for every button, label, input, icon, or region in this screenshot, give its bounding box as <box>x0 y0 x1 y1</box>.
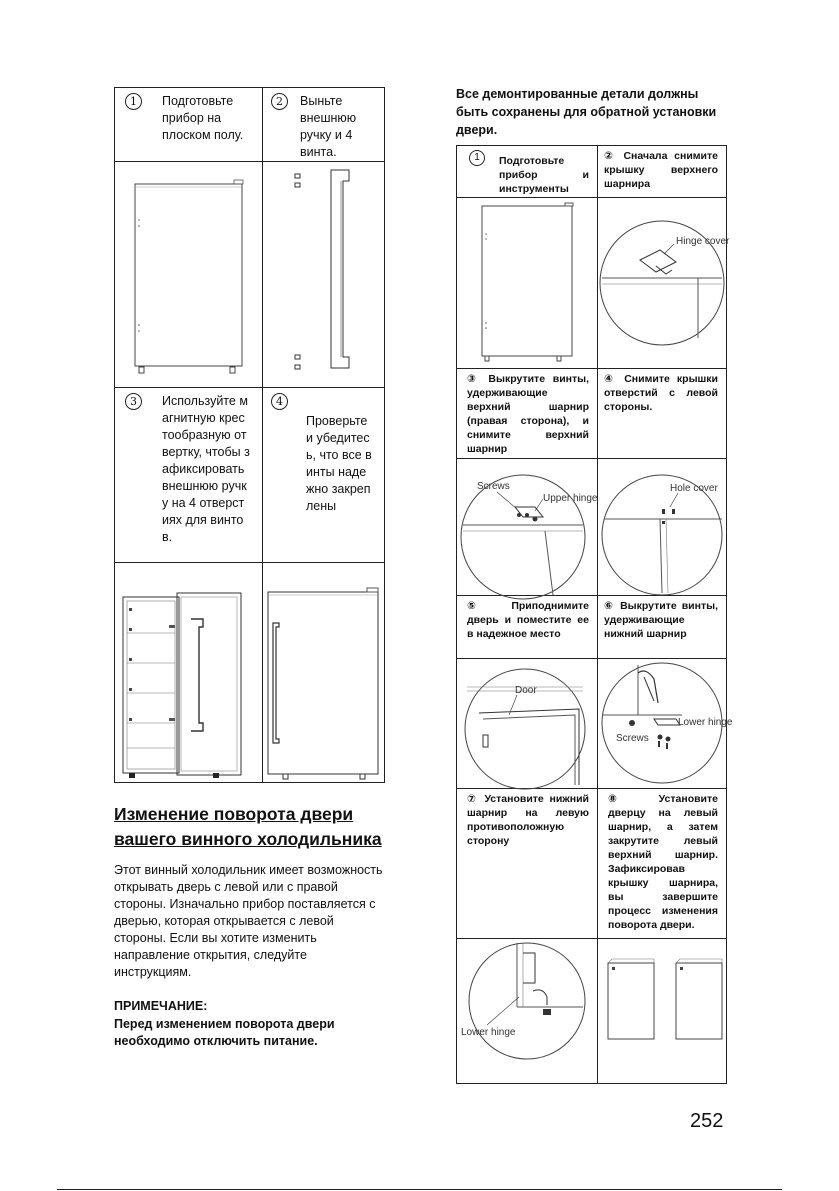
left-step-4-cell <box>263 388 385 563</box>
note-text: Перед изменением поворота двери необходимо отключить питание. <box>114 1017 335 1048</box>
left-step-4-image <box>263 563 385 783</box>
step-text: Установите дверцу на левый шарнир, а затем закрутите левый верхний шарнир. Зафиксировав крышку шарнира, вы завершите процесс изменения поворота двери. <box>608 793 718 931</box>
step-text: Подготовьте прибор на плоском полу. <box>162 94 244 142</box>
step-number: ⑥ <box>604 600 616 612</box>
step-text: Проверьте и убедитесь, что все винты надежно закреплены <box>306 414 372 513</box>
label-hinge-cover: Hinge cover <box>676 236 730 247</box>
section-title <box>114 802 382 852</box>
right-step-8-image <box>598 939 727 1084</box>
step-number: 3 <box>125 393 142 410</box>
step-text: Выньте внешнюю ручку и 4 винта. <box>300 94 357 159</box>
step-number: ④ <box>604 373 618 385</box>
right-step-7-image <box>457 939 598 1084</box>
fridge-front-illustration <box>115 162 261 386</box>
right-step-7-cell <box>457 789 598 939</box>
page-number: 252 <box>690 1110 724 1132</box>
section-title-line2: вашего винного холодильника <box>114 829 382 849</box>
footer-rule <box>57 1189 782 1190</box>
right-step-8-cell <box>598 789 727 939</box>
left-step-3-image <box>115 563 263 783</box>
right-step-1-image <box>457 198 598 369</box>
right-step-6-image <box>598 659 733 789</box>
left-step-2-cell <box>263 88 385 162</box>
upper-hinge-screws-illustration <box>457 459 597 594</box>
left-step-2-image <box>263 162 385 388</box>
fridge-front-small-illustration <box>457 198 597 367</box>
right-instruction-table <box>456 145 733 1084</box>
hole-cover-illustration <box>598 459 726 594</box>
right-step-1-cell <box>457 146 598 198</box>
step-number: 2 <box>271 93 288 110</box>
step-text: Снимите крышки отверстий с левой стороны. <box>604 373 719 413</box>
hinge-cover-illustration <box>598 198 730 367</box>
step-text: Подготовьте прибор и инструменты <box>499 155 589 195</box>
lift-door-illustration <box>457 659 597 787</box>
step-number: ⑧ <box>608 793 637 805</box>
step-text: Выкрутите винты, удерживающие нижний шарнир <box>604 600 719 640</box>
fridge-open-door-illustration <box>115 563 261 781</box>
label-hole-cover: Hole cover <box>670 483 718 494</box>
right-step-2-image <box>598 198 730 369</box>
label-lower-hinge-install: Lower hinge <box>461 1027 516 1038</box>
step-number: ⑦ <box>467 793 479 805</box>
step-number: 4 <box>271 393 288 410</box>
right-step-5-image <box>457 659 598 789</box>
handle-and-screws-illustration <box>263 162 383 386</box>
install-lower-hinge-illustration <box>457 939 597 1082</box>
left-step-1-cell <box>115 88 263 162</box>
fridge-with-handle-illustration <box>263 563 383 781</box>
step-text: Используйте магнитную крестообразную отвертку, чтобы зафиксировать внешнюю ручку на 4 отверстиях для винтов. <box>162 394 250 544</box>
step-text: Приподнимите дверь и поместите ее в надежное место <box>467 600 590 640</box>
step-text: Сначала снимите крышку верхнего шарнира <box>604 150 718 190</box>
step-number: 1 <box>125 93 142 110</box>
lower-hinge-screws-illustration <box>598 659 733 787</box>
step-number: ③ <box>467 373 481 385</box>
right-step-3-cell <box>457 369 598 459</box>
section-title-line1: Изменение поворота двери <box>114 804 354 824</box>
left-instruction-table <box>114 87 385 783</box>
right-step-2-cell <box>598 146 727 198</box>
label-lower-hinge: Lower hinge <box>678 717 733 728</box>
right-step-4-image <box>598 459 727 596</box>
left-step-1-image <box>115 162 263 388</box>
step-number: ⑤ <box>467 600 493 612</box>
right-step-4-cell <box>598 369 727 459</box>
two-fridges-final-illustration <box>598 939 726 1082</box>
step-text: Установите нижний шарнир на левую противоположную сторону <box>467 793 589 847</box>
label-screws: Screws <box>477 481 510 492</box>
right-intro-text: Все демонтированные детали должны быть сохранены для обратной установки двери. <box>456 87 717 137</box>
right-step-5-cell <box>457 596 598 659</box>
left-step-3-cell <box>115 388 263 563</box>
label-door: Door <box>515 685 537 696</box>
right-step-3-image <box>457 459 598 596</box>
note-label: ПРИМЕЧАНИЕ: <box>114 999 208 1013</box>
section-body: Этот винный холодильник имеет возможность открывать дверь с левой или с правой стороны. Изначально прибор поставляется с дверью, которая открывается с левой стороны. Если вы хотите изменить направление открытия, следуйте инструкциям. <box>114 863 383 979</box>
label-screws-lower: Screws <box>616 733 649 744</box>
right-step-6-cell <box>598 596 727 659</box>
label-upper-hinge: Upper hinge <box>543 493 598 504</box>
step-number: 1 <box>469 150 485 166</box>
step-text: Выкрутите винты, удерживающие верхний шарнир (правая сторона), и снимите верхний шарнир <box>467 373 590 455</box>
step-number: ② <box>604 150 617 162</box>
